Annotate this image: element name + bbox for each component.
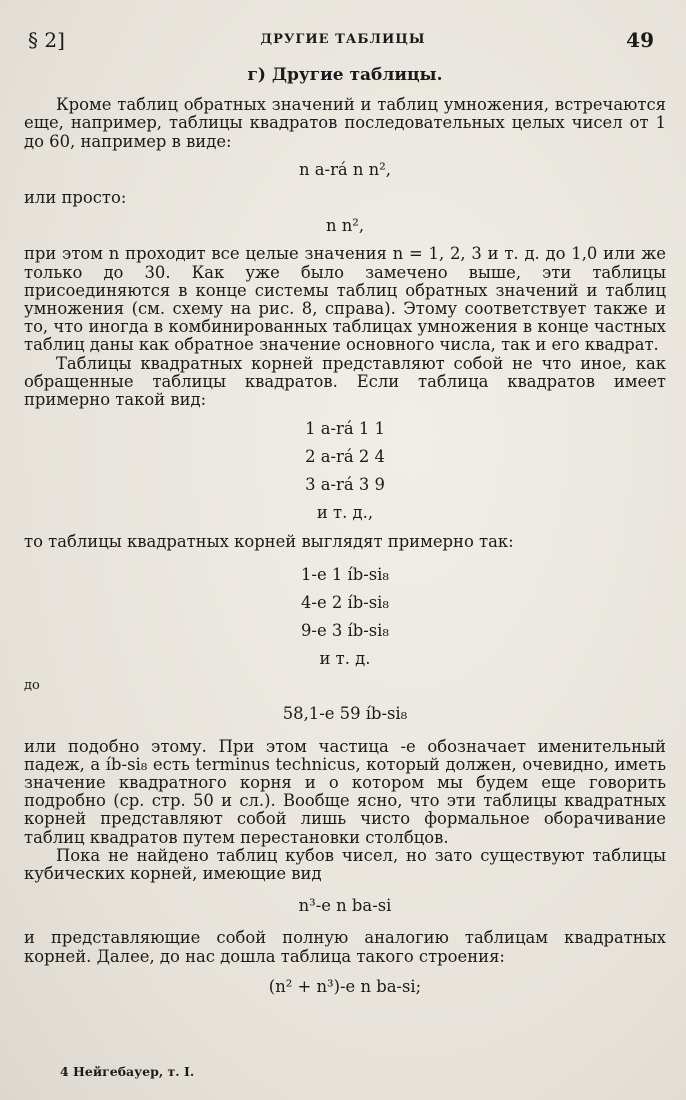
- roots-last-row: 58,1-e 59 íb-si₈: [282, 703, 408, 723]
- body-text: [24, 66, 666, 1008]
- footer-signature: 4 Нейгебауер, т. I.: [60, 1064, 195, 1079]
- running-header: [28, 28, 658, 54]
- roots-table: [24, 561, 666, 673]
- header-title: ДРУГИЕ ТАБЛИЦЫ: [260, 32, 426, 47]
- roots-etc: и т. д.: [319, 649, 371, 669]
- header-section: § 2]: [28, 28, 65, 52]
- to-label: до: [24, 678, 40, 694]
- section-title: г) Другие таблицы.: [247, 65, 443, 85]
- paragraph-7: и представляющие собой полную аналогию таблицам квадратных корней. Далее, до нас дошла таблица такого строения:: [24, 928, 666, 966]
- paragraph-5: или подобно этому. При этом частица -e обозначает именительный падеж, а íb-si₈ есть terminus technicus, который должен, очевидно, иметь значение квадратного корня и о котором мы будем еще говорить подробно (ср. стр. 50 и сл.). Вообще ясно, что эти таблицы квадратных корней представляют собой лишь чисто формальное оборачивание таблиц квадратов путем перестановки столбцов.: [24, 736, 666, 847]
- paragraph-1: Кроме таблиц обратных значений и таблиц умножения, встречаются еще, например, таблицы квадратов последовательных целых чисел от 1 до 60, например в виде:: [24, 95, 666, 151]
- formula-2: n n²,: [325, 216, 365, 236]
- formula-1: n a-rá n n²,: [299, 159, 391, 179]
- formula-4: (n² + n³)-e n ba-si;: [268, 976, 422, 996]
- paragraph-4: то таблицы квадратных корней выглядят примерно так:: [24, 532, 514, 552]
- roots-row: 1-e 1 íb-si₈: [300, 565, 389, 585]
- squares-etc: и т. д.,: [316, 503, 374, 523]
- squares-row: 2 a-rá 2 4: [305, 447, 385, 467]
- squares-row: 3 a-rá 3 9: [305, 475, 385, 495]
- formula-3: n³-e n ba-si: [298, 896, 392, 916]
- squares-row: 1 a-rá 1 1: [305, 419, 385, 439]
- roots-row: 9-e 3 íb-si₈: [300, 621, 389, 641]
- paragraph-3: Таблицы квадратных корней представляют собой не что иное, как обращенные таблицы квадратов. Если таблица квадратов имеет примерно такой вид:: [24, 353, 666, 410]
- paragraph-2: при этом n проходит все целые значения n = 1, 2, 3 и т. д. до 1,0 или же только до 30. Как уже было замечено выше, эти таблицы присоединяются в конце системы таблиц обратных значений и таблиц умножения (см. схему на рис. 8, справа). Этому соответствует также и то, что иногда в комбинированных таблицах умножения в конце частных таблиц даны как обратное значение основного числа, так и его квадрат.: [24, 244, 666, 355]
- squares-table: [24, 415, 666, 527]
- roots-row: 4-e 2 íb-si₈: [300, 593, 389, 613]
- paragraph-6: Пока не найдено таблиц кубов чисел, но зато существуют таблицы кубических корней, имеющие вид: [24, 845, 666, 884]
- or-simply: или просто:: [24, 188, 127, 208]
- page-number: 49: [626, 28, 654, 52]
